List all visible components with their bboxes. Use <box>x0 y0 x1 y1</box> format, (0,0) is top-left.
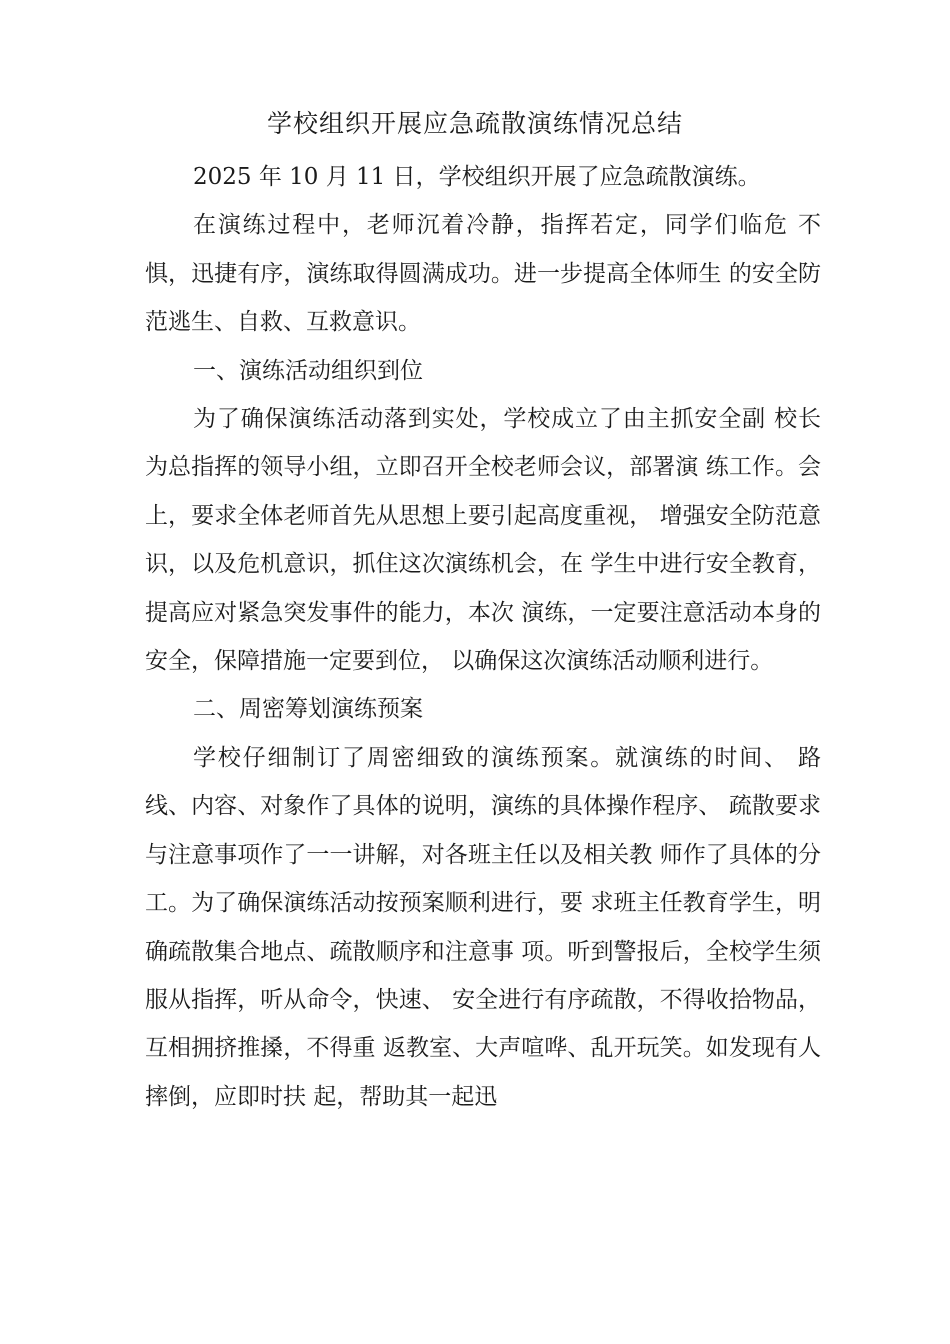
document-body <box>145 153 821 1121</box>
paragraph-drill-overview: 在演练过程中，老师沉着冷静，指挥若定，同学们临危 不惧，迅捷有序，演练取得圆满成功。进一步提高全体师生 的安全防范逃生、自救、互救意识。 <box>145 212 821 336</box>
section-heading-planning: 二、周密筹划演练预案 <box>193 696 423 723</box>
section-heading-organization: 一、演练活动组织到位 <box>193 357 423 384</box>
paragraph-date-intro: 2025 年 10 月 11 日，学校组织开展了应急疏散演练。 <box>193 164 761 190</box>
paragraph-planning: 学校仔细制订了周密细致的演练预案。就演练的时间、 路线、内容、对象作了具体的说明，演练的具体操作程序、 疏散要求与注意事项作了一一讲解，对各班主任以及相关教 师作了具体的分工。为了确保演练活动按预案顺利进行，要 求班主任教育学生，明确疏散集合地点、疏散顺序和注意事 项。听到警报后，全校学生须服从指挥，听从命令，快速、 安全进行有序疏散，不得收拾物品，互相拥挤推搡，不得重 返教室、大声喧哗、乱开玩笑。如发现有人摔倒，应即时扶 起，帮助其一起迅 <box>145 744 821 1110</box>
paragraph-organization: 为了确保演练活动落到实处，学校成立了由主抓安全副 校长为总指挥的领导小组，立即召开全校老师会议，部署演 练工作。会上，要求全体老师首先从思想上要引起高度重视， 增强安全防范意识，以及危机意识，抓住这次演练机会，在 学生中进行安全教育，提高应对紧急突发事件的能力，本次 演练，一定要注意活动本身的安全，保障措施一定要到位， 以确保这次演练活动顺利进行。 <box>145 406 821 675</box>
document-title: 学校组织开展应急疏散演练情况总结 <box>266 109 683 138</box>
